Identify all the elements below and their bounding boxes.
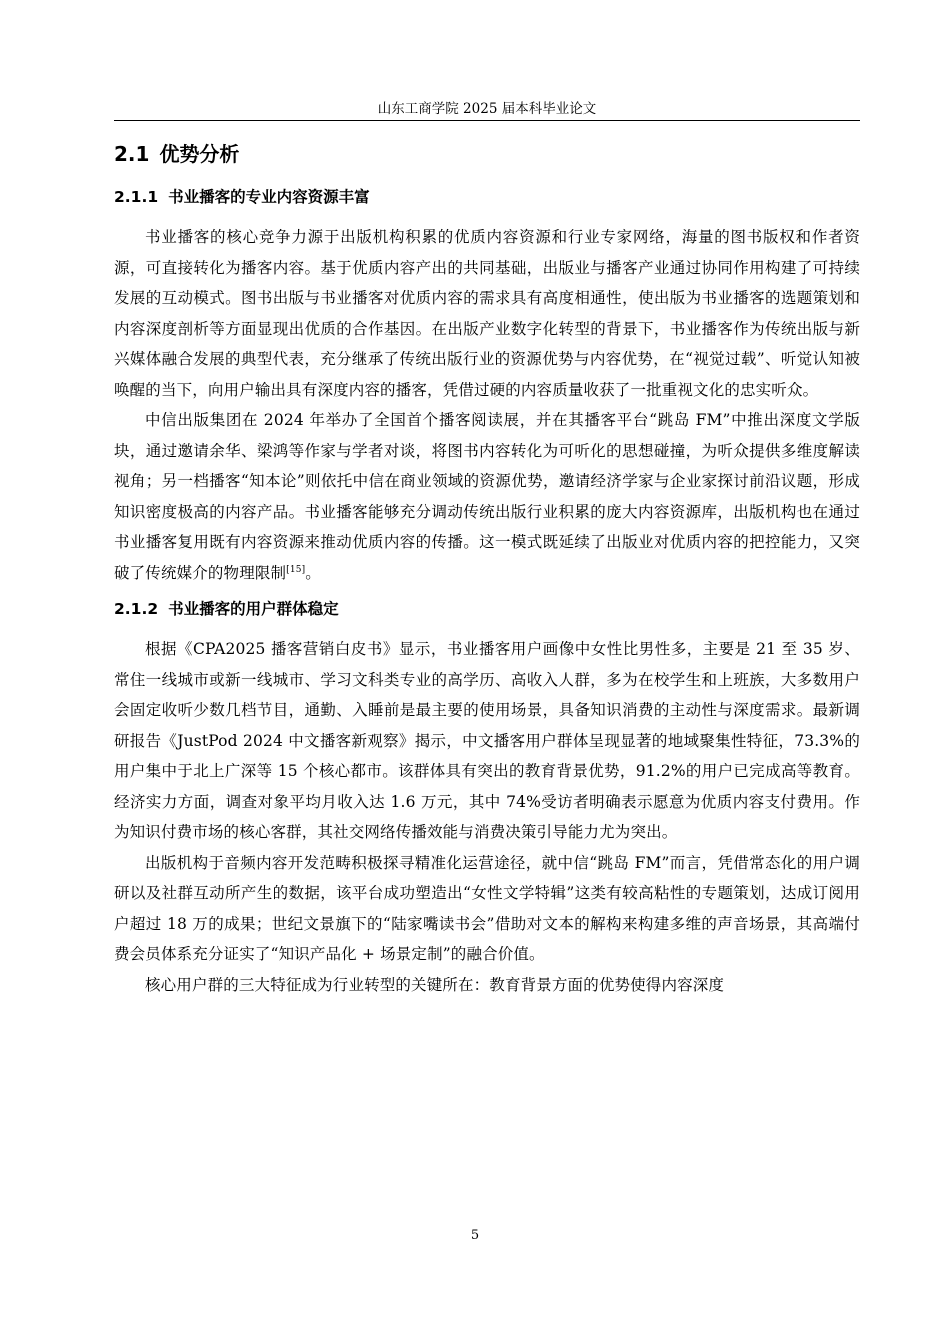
section-number: 2.1	[114, 142, 150, 166]
subsection-number: 2.1.1	[114, 188, 159, 206]
subsection-heading-2-1-2	[114, 598, 860, 620]
body-paragraph: 出版机构于音频内容开发范畴积极探寻精准化运营途径，就中信“跳岛 FM”而言，凭借常态化的用户调研以及社群互动所产生的数据，该平台成功塑造出“女性文学特辑”这类有较高粘性的专题策划，达成订阅用户超过 18 万的成果；世纪文景旗下的“陆家嘴读书会”借助对文本的解构来构建多维的声音场景，其高端付费会员体系充分证实了“知识产品化 + 场景定制”的融合价值。	[114, 853, 860, 963]
section-title: 优势分析	[159, 142, 240, 166]
section-heading	[114, 140, 860, 168]
subsection-title: 书业播客的专业内容资源丰富	[168, 188, 370, 206]
running-header	[114, 100, 860, 121]
paragraph-end-punctuation: 。	[305, 563, 321, 582]
page-content	[114, 140, 860, 1000]
page-number: 5	[470, 1228, 480, 1243]
subsection-number: 2.1.2	[114, 600, 159, 618]
subsection-heading-2-1-1	[114, 186, 860, 208]
body-paragraph: 书业播客的核心竞争力源于出版机构积累的优质内容资源和行业专家网络，海量的图书版权和作者资源，可直接转化为播客内容。基于优质内容产出的共同基础，出版业与播客产业通过协同作用构建了可持续发展的互动模式。图书出版与书业播客对优质内容的需求具有高度相通性，使出版为书业播客的选题策划和内容深度剖析等方面显现出优质的合作基因。在出版产业数字化转型的背景下，书业播客作为传统出版与新兴媒体融合发展的典型代表，充分继承了传统出版行业的资源优势与内容优势，在“视觉过载”、听觉认知被唤醒的当下，向用户输出具有深度内容的播客，凭借过硬的内容质量收获了一批重视文化的忠实听众。	[114, 228, 860, 399]
body-paragraph	[114, 405, 860, 588]
paragraph-text: 中信出版集团在 2024 年举办了全国首个播客阅读展，并在其播客平台“跳岛 FM”中推出深度文学版块，通过邀请余华、梁鸿等作家与学者对谈，将图书内容转化为可听化的思想碰撞，为听众提供多维度解读视角；另一档播客“知本论”则依托中信在商业领域的资源优势，邀请经济学家与企业家探讨前沿议题，形成知识密度极高的内容产品。书业播客能够充分调动传统出版行业积累的庞大内容资源库，出版机构也在通过书业播客复用既有内容资源来推动优质内容的传播。这一模式既延续了出版业对优质内容的把控能力，又突破了传统媒介的物理限制	[114, 411, 860, 582]
body-paragraph: 根据《CPA2025 播客营销白皮书》显示，书业播客用户画像中女性比男性多，主要是 21 至 35 岁、常住一线城市或新一线城市、学习文科类专业的高学历、高收入人群，多为在校学生和上班族，大多数用户会固定收听少数几档节目，通勤、入睡前是最主要的使用场景，具备知识消费的主动性与深度需求。最新调研报告《JustPod 2024 中文播客新观察》揭示，中文播客用户群体呈现显著的地域聚集性特征，73.3%的用户集中于北上广深等 15 个核心都市。该群体具有突出的教育背景优势，91.2%的用户已完成高等教育。经济实力方面，调查对象平均月收入达 1.6 万元，其中 74%受访者明确表示愿意为优质内容支付费用。作为知识付费市场的核心客群，其社交网络传播效能与消费决策引导能力尤为突出。	[114, 640, 860, 841]
citation-reference: [15]	[286, 564, 306, 575]
body-paragraph: 核心用户群的三大特征成为行业转型的关键所在：教育背景方面的优势使得内容深度	[145, 975, 725, 994]
running-header-title: 山东工商学院 2025 届本科毕业论文	[377, 101, 597, 117]
subsection-title: 书业播客的用户群体稳定	[168, 600, 339, 618]
